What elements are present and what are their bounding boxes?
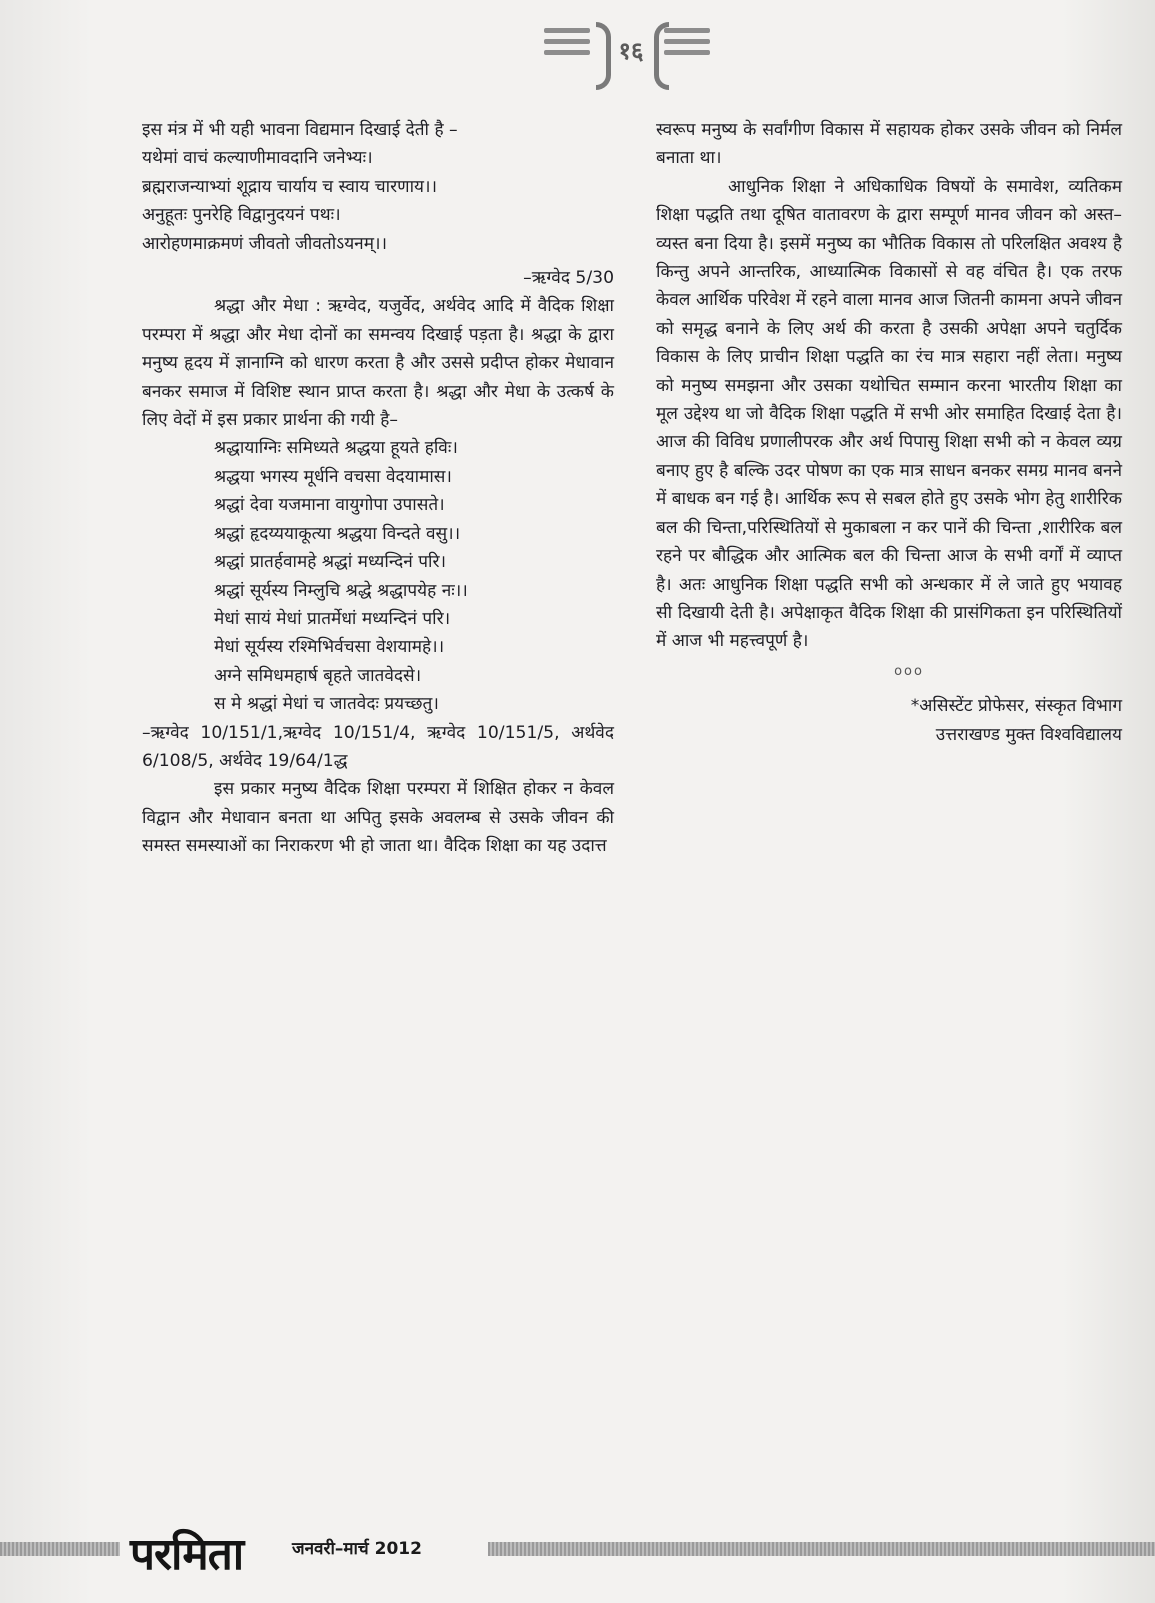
verse-line: श्रद्धां सूर्यस्य निम्लुचि श्रद्धे श्रद्धापयेह नः।। [214, 580, 468, 601]
issue-date: जनवरी–मार्च 2012 [292, 1539, 422, 1559]
verse-line: आरोहणमाक्रमणं जीवतो जीवतोऽयनम्।। [142, 233, 388, 254]
header-bars-right [664, 28, 710, 61]
header-bars-left [544, 28, 590, 61]
verse-line: श्रद्धां प्रातर्हवामहे श्रद्धां मध्यन्दिनं परि। [214, 552, 447, 573]
verse-2-references: –ऋग्वेद 10/151/1,ऋग्वेद 10/151/4, ऋग्वेद 10/151/5, अर्थवेद 6/108/5, अर्थवेद 19/64/1द्ध [142, 722, 614, 771]
paragraph-modern-education: आधुनिक शिक्षा ने अधिकाधिक विषयों के समावेश, व्यतिकम शिक्षा पद्धति तथा दूषित वातावरण के द्वारा सम्पूर्ण मानव जीवन को अस्त–व्यस्त बना दिया है। इसमें मनुष्य का भौतिक विकास तो परिलक्षित अवश्य है किन्तु अपने आन्तरिक, आध्यात्मिक विकासों से वह वंचित है। एक तरफ केवल आर्थिक परिवेश में रहने वाला मानव आज जितनी कामना अपने जीवन को समृद्ध बनाने के लिए अर्थ की करता है उसकी अपेक्षा अपने चतुर्दिक विकास के लिए प्राचीन शिक्षा पद्धति का रंच मात्र सहारा नहीं लेता। मनुष्य को मनुष्य समझना और उसका यथोचित सम्मान करना भारतीय शिक्षा का मूल उद्देश्य था जो वैदिक शिक्षा पद्धति में सभी ओर समाहित दिखाई देता है। आज की विविध प्रणालीपरक और अर्थ पिपासु शिक्षा सभी को न केवल व्यग्र बनाए हुए है बल्कि उदर पोषण का एक मात्र साधन बनकर समग्र मानव बनने में बाधक बन गई है। आर्थिक रूप से सबल होते हुए उसके भोग हेतु शारीरिक बल की चिन्ता,परिस्थितियों से मुकाबला न कर पानें की चिन्ता ,शारीरिक बल रहने पर बौद्धिक और आत्मिक बल की चिन्ता आज के सभी वर्गों में व्याप्त है। अतः आधुनिक शिक्षा पद्धति सभी को अन्धकार में ले जाते हुए भयावह सी दिखायी देती है। अपेक्षाकृत वैदिक शिक्षा की प्रासंगिकता इन परिस्थितियों में आज भी महत्त्वपूर्ण है। [656, 176, 1122, 652]
verse-line: श्रद्धया भगस्य मूर्धनि वचसा वेदयामास। [214, 466, 452, 487]
author-designation: *असिस्टेंट प्रोफेसर, संस्कृत विभाग [910, 696, 1122, 717]
verse-line: श्रद्धायाग्निः समिध्यते श्रद्धया हूयते हविः। [214, 438, 458, 459]
verse-line: यथेमां वाचं कल्याणीमावदानि जनेभ्यः। [142, 148, 373, 169]
right-column [656, 116, 1122, 749]
author-university: उत्तराखण्ड मुक्त विश्वविद्यालय [935, 724, 1122, 745]
paragraph-continuation: स्वरूप मनुष्य के सर्वांगीण विकास में सहायक होकर उसके जीवन को निर्मल बनाता था। [656, 120, 1122, 169]
verse-block-1 [142, 144, 614, 258]
verse-line: स मे श्रद्धां मेधां च जातवेदः प्रयच्छतु। [214, 694, 439, 715]
intro-line: इस मंत्र में भी यही भावना विद्यमान दिखाई देती है – [142, 120, 458, 140]
verse-line: अग्ने समिधमहार्ष बृहते जातवेदसे। [214, 665, 422, 686]
verse-line: श्रद्धां हृदय्ययाकूत्या श्रद्धया विन्दते वसु।। [214, 523, 461, 544]
verse-line: अनुहूतः पुनरेहि विद्वानुदयनं पथः। [142, 205, 341, 226]
paragraph-conclusion-vedic: इस प्रकार मनुष्य वैदिक शिक्षा परम्परा में शिक्षित होकर न केवल विद्वान और मेधावान बनता था अपितु इसके अवलम्ब से उसके जीवन की समस्त समस्याओं का निराकरण भी हो जाता था। वैदिक शिक्षा का यह उदात्त [142, 779, 614, 857]
verse-line: ब्रह्मराजन्याभ्यां शूद्राय चार्याय च स्वाय चारणाय।। [142, 176, 438, 197]
left-column [142, 116, 614, 861]
verse-1-reference: –ऋग्वेद 5/30 [523, 268, 614, 289]
verse-line: श्रद्धां देवा यजमाना वायुगोपा उपासते। [214, 495, 445, 516]
footer-bar-right [488, 1542, 1155, 1556]
verse-line: मेधां सायं मेधां प्रातर्मेधां मध्यन्दिनं परि। [214, 608, 451, 629]
verse-line: मेधां सूर्यस्य रश्मिभिर्वचसा वेशयामहे।। [214, 637, 445, 658]
magazine-logo: परमिता [130, 1529, 244, 1580]
paragraph-shraddha-medha: श्रद्धा और मेधा : ऋग्वेद, यजुर्वेद, अर्थवेद आदि में वैदिक शिक्षा परम्परा में श्रद्धा और मेधा दोनों का समन्वय दिखाई पड़ता है। श्रद्धा के द्वारा मनुष्य हृदय में ज्ञानाग्नि को धारण करता है और उससे प्रदीप्त होकर मेधावान बनकर समाज में विशिष्ट स्थान प्राप्त करता है। श्रद्धा और मेधा के उत्कर्ष के लिए वेदों में इस प्रकार प्रार्थना की गयी है– [142, 296, 614, 431]
page-header [0, 22, 1155, 82]
page-number: १६ [618, 37, 644, 65]
section-end-ornament: ooo [894, 663, 924, 679]
verse-block-2 [142, 434, 614, 718]
page-footer [0, 1516, 1155, 1580]
footer-bar-left [0, 1542, 120, 1556]
